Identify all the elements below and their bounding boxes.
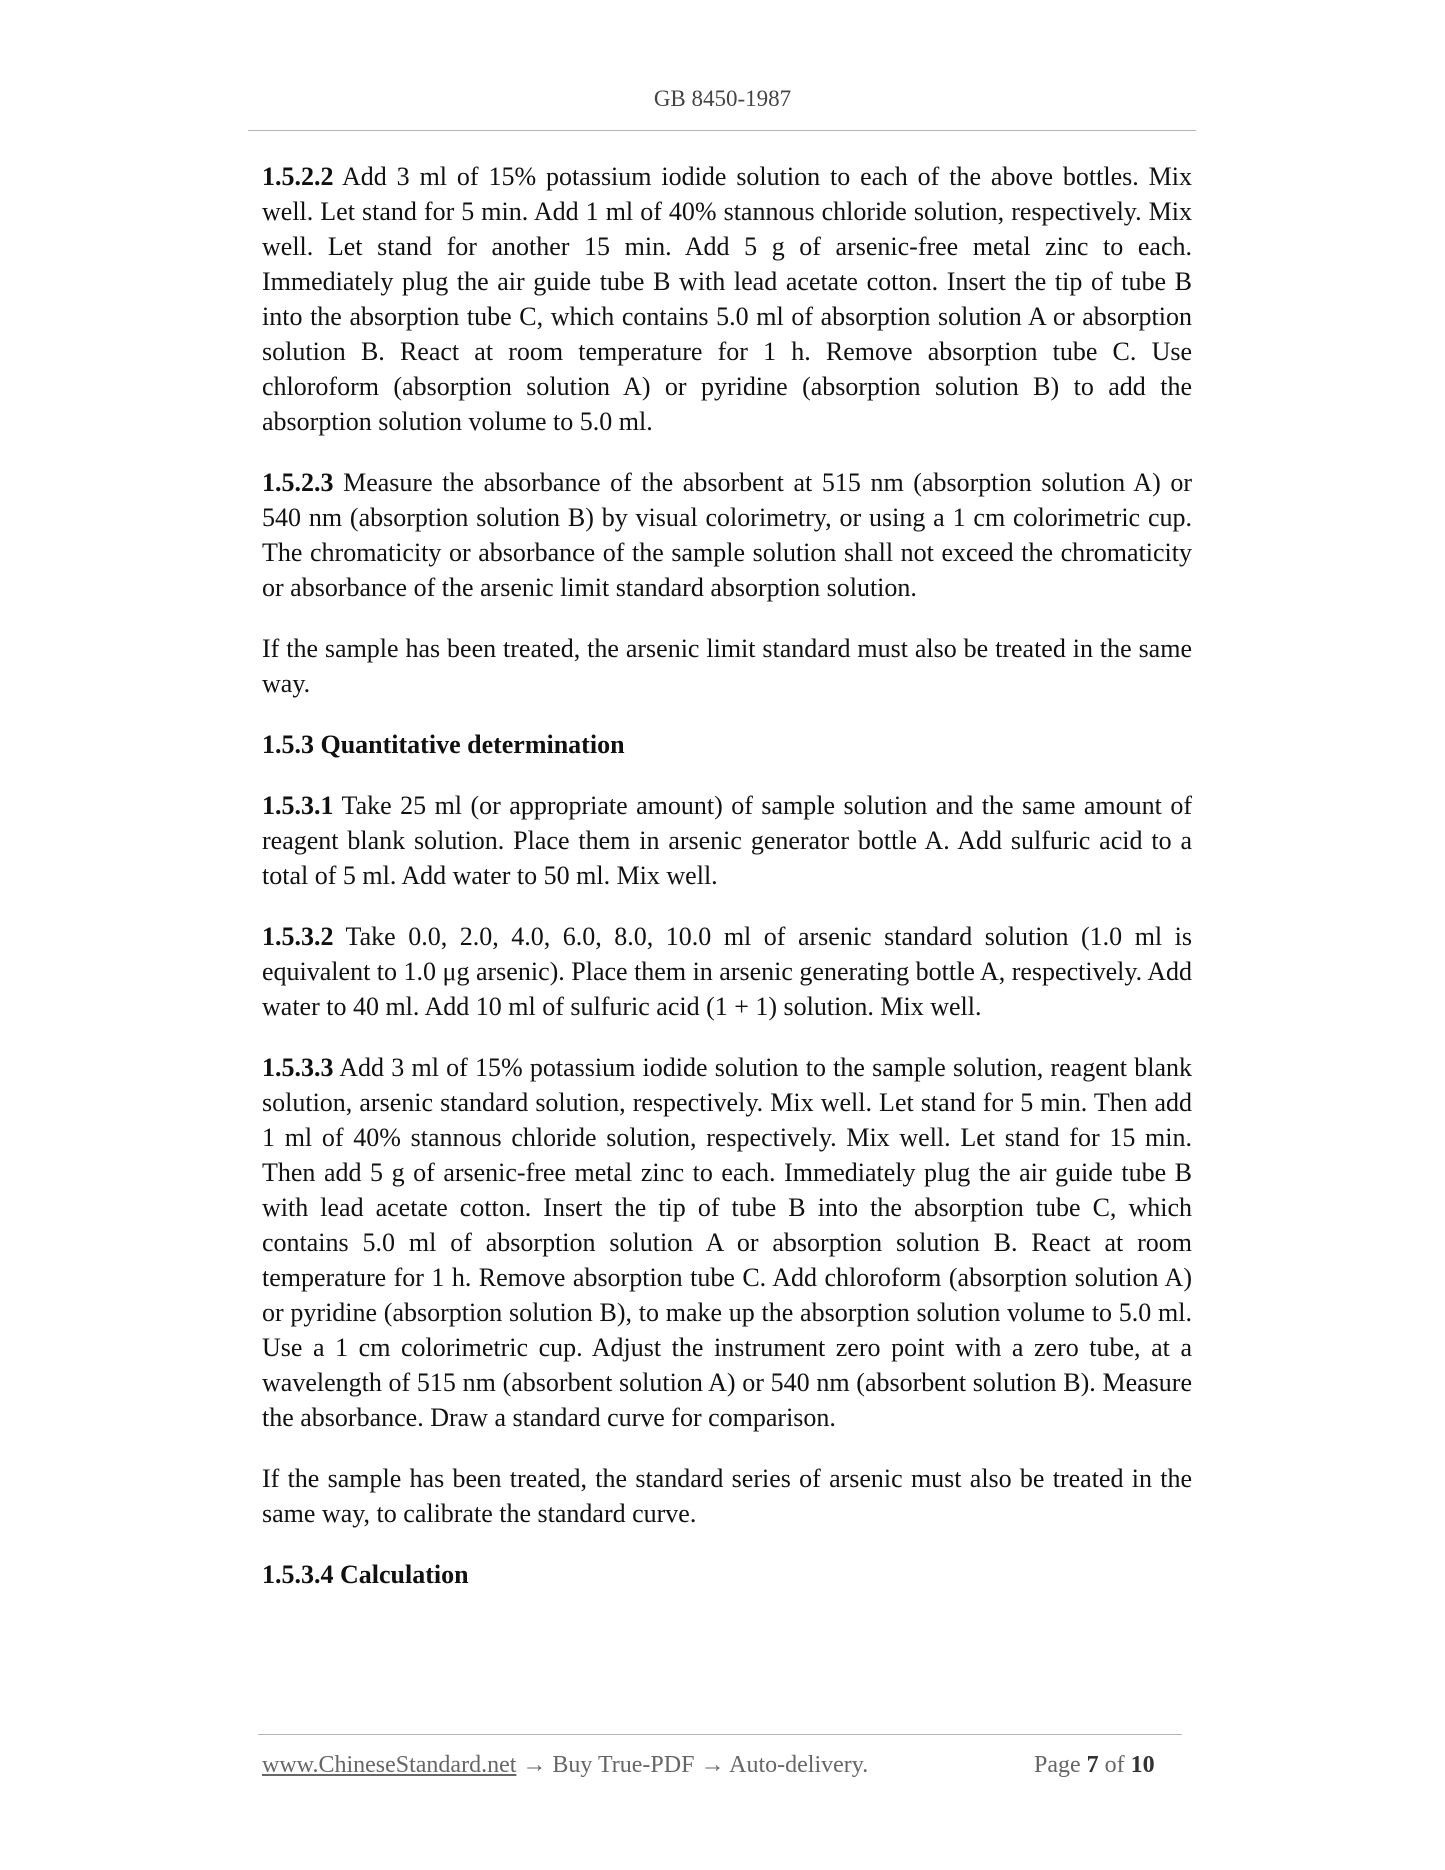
page-label: Page: [1034, 1752, 1087, 1778]
paragraph-1-5-3-1: [262, 788, 1192, 893]
paragraph-1-5-3-2: [262, 919, 1192, 1024]
website-link[interactable]: www.ChineseStandard.net: [262, 1752, 517, 1778]
buy-true-pdf-text: Buy True-PDF: [552, 1752, 695, 1778]
paragraph-1-5-2-2: [262, 159, 1192, 439]
footer-divider: [258, 1734, 1182, 1735]
paragraph-arsenic-limit-note: If the sample has been treated, the arsenic limit standard must also be treated in the same way.: [262, 634, 1192, 698]
clause-text: Take 25 ml (or appropriate amount) of sample solution and the same amount of reagent blank solution. Place them in arsenic generator bottle A. Add sulfuric acid to a total of 5 ml. Add water to 50 ml. Mix well.: [262, 791, 1192, 890]
clause-number: 1.5.3.3: [262, 1053, 334, 1082]
section-heading-calculation: 1.5.3.4 Calculation: [262, 1560, 469, 1589]
clause-number: 1.5.2.2: [262, 162, 334, 191]
clause-text: Measure the absorbance of the absorbent at 515 nm (absorption solution A) or 540 nm (absorption solution B) by visual colorimetry, or using a 1 cm colorimetric cup. The chromaticity or absorbance of the sample solution shall not exceed the chromaticity or absorbance of the arsenic limit standard absorption solution.: [262, 468, 1192, 602]
page-indicator: [1034, 1752, 1155, 1779]
current-page-number: 7: [1086, 1752, 1099, 1778]
arrow-right-icon: →: [516, 1752, 553, 1778]
clause-number: 1.5.3.1: [262, 791, 334, 820]
page-header-title: GB 8450-1987: [653, 86, 792, 111]
paragraph-1-5-3-3: [262, 1050, 1192, 1435]
clause-text: Take 0.0, 2.0, 4.0, 6.0, 8.0, 10.0 ml of arsenic standard solution (1.0 ml is equivalent to 1.0 μg arsenic). Place them in arsenic generating bottle A, respectively. Add water to 40 ml. Add 10 ml of sulfuric acid (1 + 1) solution. Mix well.: [262, 922, 1192, 1021]
clause-number: 1.5.3.2: [262, 922, 334, 951]
clause-text: Add 3 ml of 15% potassium iodide solution to each of the above bottles. Mix well. Let stand for 5 min. Add 1 ml of 40% stannous chloride solution, respectively. Mix well. Let stand for another 15 min. Add 5 g of arsenic-free metal zinc to each. Immediately plug the air guide tube B with lead acetate cotton. Insert the tip of tube B into the absorption tube C, which contains 5.0 ml of absorption solution A or absorption solution B. React at room temperature for 1 h. Remove absorption tube C. Use chloroform (absorption solution A) or pyridine (absorption solution B) to add the absorption solution volume to 5.0 ml.: [262, 162, 1192, 436]
arrow-right-icon: →: [694, 1752, 730, 1778]
page-of-label: of: [1098, 1752, 1131, 1778]
section-heading-quantitative-determination: 1.5.3 Quantitative determination: [262, 730, 625, 759]
document-body: [262, 159, 1192, 1618]
footer-links: [262, 1752, 868, 1779]
total-page-count: 10: [1130, 1752, 1155, 1778]
auto-delivery-text: Auto-delivery.: [729, 1752, 869, 1778]
clause-text: Add 3 ml of 15% potassium iodide solution to the sample solution, reagent blank solution, arsenic standard solution, respectively. Mix well. Let stand for 5 min. Then add 1 ml of 40% stannous chloride solution, respectively. Mix well. Let stand for 15 min. Then add 5 g of arsenic-free metal zinc to each. Immediately plug the air guide tube B with lead acetate cotton. Insert the tip of tube B into the absorption tube C, which contains 5.0 ml of absorption solution A or absorption solution B. React at room temperature for 1 h. Remove absorption tube C. Add chloroform (absorption solution A) or pyridine (absorption solution B), to make up the absorption solution volume to 5.0 ml. Use a 1 cm colorimetric cup. Adjust the instrument zero point with a zero tube, at a wavelength of 515 nm (absorbent solution A) or 540 nm (absorbent solution B). Measure the absorbance. Draw a standard curve for comparison.: [262, 1053, 1192, 1432]
header-divider: [248, 130, 1196, 131]
paragraph-1-5-2-3: [262, 465, 1192, 605]
clause-number: 1.5.2.3: [262, 468, 334, 497]
paragraph-standard-series-note: If the sample has been treated, the standard series of arsenic must also be treated in the same way, to calibrate the standard curve.: [262, 1464, 1192, 1528]
